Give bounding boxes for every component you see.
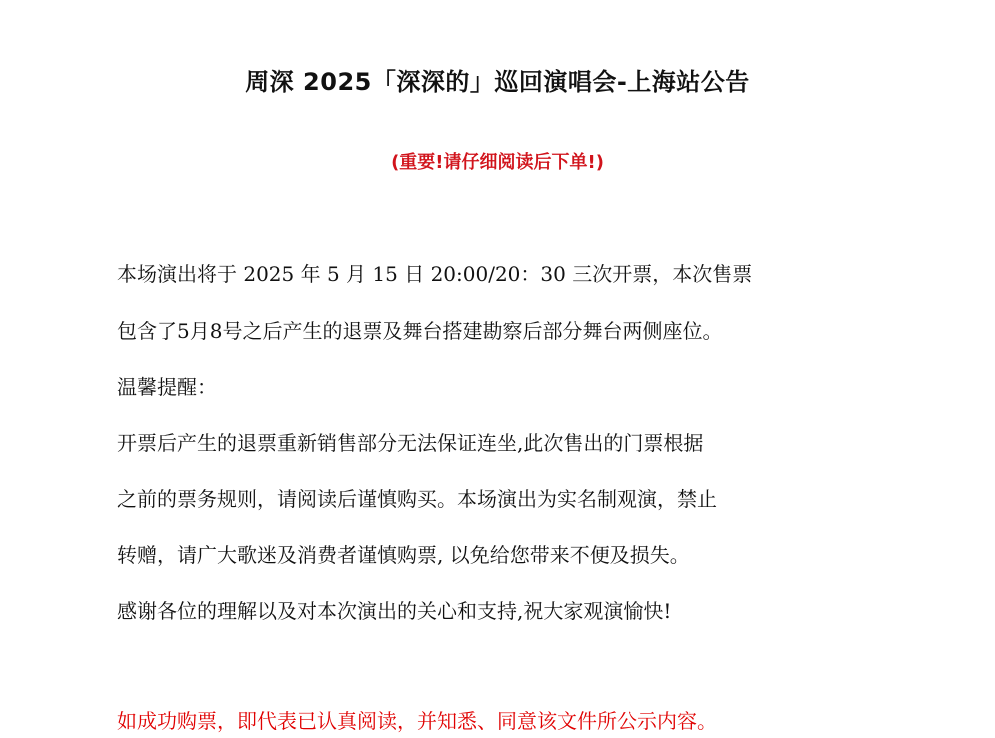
body-line-6: 转赠，请广大歌迷及消费者谨慎购票, 以免给您带来不便及损失。 [117, 543, 690, 567]
body-line-7: 感谢各位的理解以及对本次演出的关心和支持,祝大家观演愉快! [117, 599, 672, 623]
important-subtitle: (重要!请仔细阅读后下单!) [391, 152, 604, 173]
page-title: 周深 2025「深深的」巡回演唱会-上海站公告 [245, 68, 750, 96]
body-line-2: 包含了5月8号之后产生的退票及舞台搭建勘察后部分舞台两侧座位。 [117, 319, 723, 343]
reminder-heading: 温馨提醒： [117, 375, 217, 399]
body-line-1: 本场演出将于 2025 年 5 月 15 日 20:00/20：30 三次开票，本次售票 [117, 262, 753, 286]
purchase-notice: 如成功购票，即代表已认真阅读，并知悉、同意该文件所公示内容。 [117, 709, 717, 733]
body-line-5: 之前的票务规则，请阅读后谨慎购买。本场演出为实名制观演，禁止 [117, 487, 717, 511]
body-line-4: 开票后产生的退票重新销售部分无法保证连坐,此次售出的门票根据 [117, 431, 704, 455]
